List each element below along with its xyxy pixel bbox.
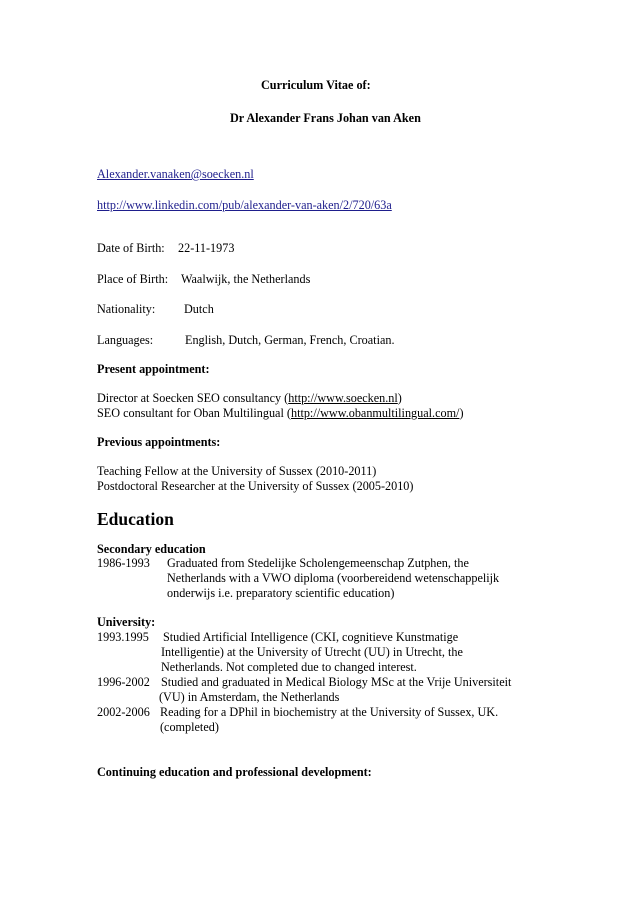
cv-name: Dr Alexander Frans Johan van Aken [230, 111, 421, 125]
pob-value: Waalwijk, the Netherlands [181, 272, 311, 286]
dob-row [97, 241, 234, 255]
university-heading: University: [97, 615, 156, 629]
education-heading: Education [97, 509, 174, 529]
previous-line-1: Teaching Fellow at the University of Sussex (2010-2011) [97, 464, 377, 478]
dob-label: Date of Birth: [97, 241, 165, 255]
uni-1-line-1: Studied Artificial Intelligence (CKI, cognitieve Kunstmatige [163, 630, 459, 644]
nationality-value: Dutch [184, 302, 214, 316]
uni-3-line-1: Reading for a DPhil in biochemistry at the University of Sussex, UK. [160, 705, 499, 719]
uni-1-years: 1993.1995 [97, 630, 149, 644]
pob-row [97, 272, 310, 286]
soecken-link[interactable]: http://www.soecken.nl [288, 391, 398, 405]
secondary-line-1: Graduated from Stedelijke Scholengemeenschap Zutphen, the [167, 556, 469, 570]
linkedin-link[interactable]: http://www.linkedin.com/pub/alexander-van-aken/2/720/63a [97, 198, 392, 212]
cv-title: Curriculum Vitae of: [261, 78, 371, 92]
previous-line-2: Postdoctoral Researcher at the University of Sussex (2005-2010) [97, 479, 414, 493]
uni-2-years: 1996-2002 [97, 675, 150, 689]
uni-1-line-3: Netherlands. Not completed due to changed interest. [161, 660, 417, 674]
present-line-1: Director at Soecken SEO consultancy (http://www.soecken.nl) [97, 391, 402, 405]
languages-row [97, 333, 395, 347]
languages-label: Languages: [97, 333, 154, 347]
pob-label: Place of Birth: [97, 272, 169, 286]
secondary-line-3: onderwijs i.e. preparatory scientific education) [167, 586, 395, 600]
uni-2-line-1: Studied and graduated in Medical Biology MSc at the Vrije Universiteit [161, 675, 512, 689]
nationality-label: Nationality: [97, 302, 156, 316]
oban-link[interactable]: http://www.obanmultilingual.com/ [290, 406, 460, 420]
secondary-heading: Secondary education [97, 542, 206, 556]
languages-value: English, Dutch, German, French, Croatian. [185, 333, 395, 347]
continuing-heading: Continuing education and professional development: [97, 765, 372, 779]
uni-3-years: 2002-2006 [97, 705, 150, 719]
nationality-row [97, 302, 214, 316]
uni-1-line-2: Intelligentie) at the University of Utrecht (UU) in Utrecht, the [161, 645, 463, 659]
present-line-2: SEO consultant for Oban Multilingual (http://www.obanmultilingual.com/) [97, 406, 464, 420]
email-link[interactable]: Alexander.vanaken@soecken.nl [97, 167, 254, 181]
present-heading: Present appointment: [97, 362, 210, 376]
secondary-line-2: Netherlands with a VWO diploma (voorbereidend wetenschappelijk [167, 571, 500, 585]
secondary-years: 1986-1993 [97, 556, 150, 570]
uni-3-line-2: (completed) [160, 720, 219, 734]
previous-heading: Previous appointments: [97, 435, 221, 449]
dob-value: 22-11-1973 [178, 241, 235, 255]
uni-2-line-2: (VU) in Amsterdam, the Netherlands [159, 690, 340, 704]
